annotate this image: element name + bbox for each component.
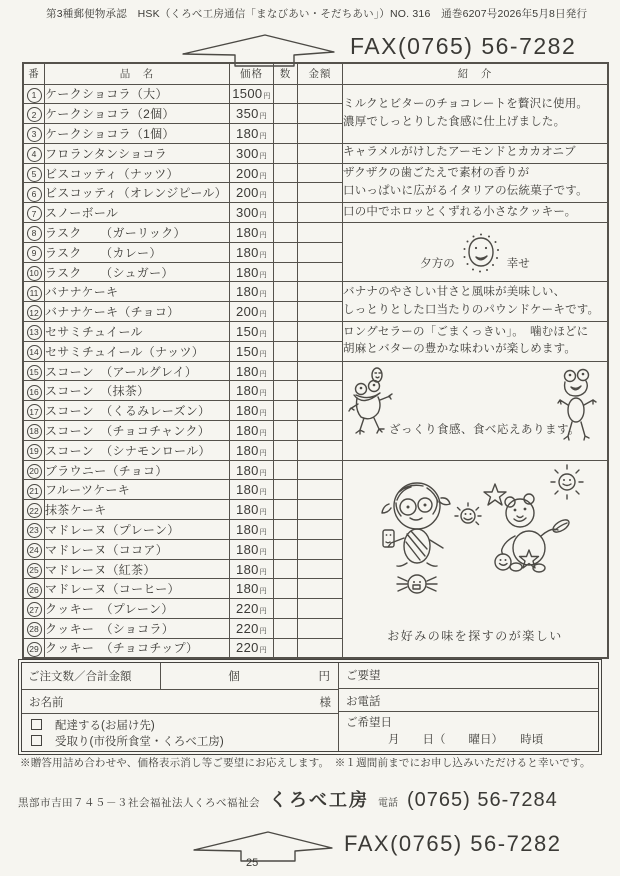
circled-number: 17 — [27, 404, 42, 419]
product-price: 1500円 — [230, 84, 274, 104]
quantity-cell[interactable] — [274, 322, 298, 342]
row-number — [23, 401, 45, 421]
product-name: スコーン （くるみレーズン） — [45, 401, 230, 421]
quantity-cell[interactable] — [274, 460, 298, 480]
quantity-cell[interactable] — [274, 183, 298, 203]
description-cell — [343, 460, 609, 658]
yen-unit: 円 — [259, 548, 267, 556]
row-number — [23, 183, 45, 203]
circled-number: 1 — [27, 88, 42, 103]
product-price: 180円 — [230, 460, 274, 480]
product-price: 180円 — [230, 282, 274, 302]
quantity-cell[interactable] — [274, 480, 298, 500]
description-line: ミルクとビターのチョコレートを贅沢に使用。 — [343, 97, 589, 110]
smiley-doodle — [455, 503, 481, 525]
circled-number: 3 — [27, 127, 42, 142]
col-header-intro: 紹 介 — [343, 63, 609, 84]
circled-number: 15 — [27, 365, 42, 380]
circled-number: 2 — [27, 107, 42, 122]
yen-unit: 円 — [259, 449, 267, 457]
quantity-cell[interactable] — [274, 124, 298, 144]
yen-unit: 円 — [259, 172, 267, 180]
product-price: 180円 — [230, 401, 274, 421]
product-name: ラスク （ガーリック） — [45, 223, 230, 243]
yen-unit: 円 — [259, 132, 267, 140]
date-label: ご希望日 — [346, 717, 392, 729]
description-line: 口の中でホロッとくずれる小さなクッキー。 — [343, 205, 577, 218]
honorific-label: 様 — [319, 696, 331, 709]
yen-unit: 円 — [259, 152, 267, 160]
rusk-description-cell — [343, 225, 607, 280]
checkbox-delivery[interactable] — [31, 719, 42, 730]
quantity-cell[interactable] — [274, 599, 298, 619]
circled-number: 5 — [27, 167, 42, 182]
description-cell — [343, 143, 609, 163]
product-price: 350円 — [230, 104, 274, 124]
amount-cell[interactable] — [298, 242, 343, 262]
product-name: スノーボール — [45, 203, 230, 223]
address: 黒部市吉田７４５－３社会福祉法人くろべ福祉会 — [18, 797, 260, 809]
col-header-amount: 金額 — [298, 63, 343, 84]
yen-unit: 円 — [259, 568, 267, 576]
amount-cell[interactable] — [298, 104, 343, 124]
product-price: 180円 — [230, 480, 274, 500]
yen-unit: 円 — [259, 588, 267, 596]
amount-cell[interactable] — [298, 124, 343, 144]
col-header-number: 番 — [23, 63, 45, 84]
product-name: マドレーヌ（コーヒー） — [45, 579, 230, 599]
date-field[interactable] — [339, 712, 598, 751]
amount-cell[interactable] — [298, 381, 343, 401]
description-line: しっとりとした口当たりのパウンドケーキです。 — [343, 303, 600, 316]
circled-number: 20 — [27, 464, 42, 479]
yen-unit: 円 — [259, 113, 267, 121]
quantity-cell[interactable] — [274, 203, 298, 223]
sun-face-doodle — [457, 233, 505, 277]
fax-number-bottom: FAX(0765) 56-7282 — [344, 831, 562, 856]
phone-label: 電話 — [378, 798, 398, 809]
description-line: バナナのやさしい甘さと風味が美味しい、 — [343, 285, 566, 298]
circled-number: 13 — [27, 325, 42, 340]
quantity-cell[interactable] — [274, 282, 298, 302]
pickup-option[interactable] — [22, 733, 338, 748]
circled-number: 7 — [27, 206, 42, 221]
yen-unit: 円 — [259, 489, 267, 497]
quantity-cell[interactable] — [274, 361, 298, 381]
sun-doodle-small — [551, 465, 583, 499]
description-cell — [343, 163, 609, 203]
circled-number: 8 — [27, 226, 42, 241]
description-line: 胡麻とバターの豊かな味わいが楽しめます。 — [343, 343, 577, 356]
row-number — [23, 223, 45, 243]
product-price: 180円 — [230, 579, 274, 599]
yen-unit: 円 — [259, 192, 267, 200]
yen-unit: 円 — [259, 330, 267, 338]
amount-cell[interactable] — [298, 84, 343, 104]
amount-cell[interactable] — [298, 223, 343, 243]
sun-caption-left: 夕方の — [420, 257, 455, 270]
product-name: ラスク （シュガー） — [45, 262, 230, 282]
product-price: 180円 — [230, 223, 274, 243]
product-price: 180円 — [230, 500, 274, 520]
footer-contact — [18, 786, 602, 812]
col-header-qty: 数 — [274, 63, 298, 84]
yen-unit: 円 — [259, 390, 267, 398]
amount-cell[interactable] — [298, 520, 343, 540]
product-name: フロランタンショコラ — [45, 143, 230, 163]
yen-unit: 円 — [259, 647, 267, 655]
product-name: セサミチュイール — [45, 322, 230, 342]
yen-unit: 円 — [259, 509, 267, 517]
delivery-option-label: 配達する(お届け先) — [55, 719, 155, 732]
description-cell — [343, 84, 609, 143]
row-number — [23, 203, 45, 223]
quantity-cell[interactable] — [274, 421, 298, 441]
yen-unit: 円 — [259, 251, 267, 259]
row-number — [23, 520, 45, 540]
circled-number: 29 — [27, 642, 42, 657]
product-price: 200円 — [230, 302, 274, 322]
quantity-cell[interactable] — [274, 223, 298, 243]
row-number — [23, 163, 45, 183]
product-name: マドレーヌ（ココア） — [45, 539, 230, 559]
product-price: 180円 — [230, 520, 274, 540]
description-cell — [343, 361, 609, 460]
order-count-field[interactable] — [161, 663, 338, 689]
order-form — [18, 659, 602, 755]
product-price: 180円 — [230, 262, 274, 282]
amount-cell[interactable] — [298, 361, 343, 381]
yen-unit: 円 — [259, 350, 267, 358]
row-number — [23, 143, 45, 163]
yen-unit: 円 — [259, 627, 267, 635]
yen-unit: 円 — [259, 291, 267, 299]
product-name: クッキー （プレーン） — [45, 599, 230, 619]
description-line: ロングセラーの「ごまくっきい」。 噛むほどに — [343, 325, 589, 338]
amount-cell[interactable] — [298, 143, 343, 163]
yen-unit: 円 — [259, 528, 267, 536]
row-number — [23, 559, 45, 579]
product-price: 180円 — [230, 361, 274, 381]
amount-cell[interactable] — [298, 262, 343, 282]
table-row — [23, 143, 608, 163]
product-price: 220円 — [230, 599, 274, 619]
phone-number: (0765) 56-7284 — [407, 789, 558, 811]
product-name: スコーン （抹茶） — [45, 381, 230, 401]
request-field[interactable]: ご要望 — [339, 663, 598, 689]
product-price: 180円 — [230, 421, 274, 441]
product-name: スコーン （アールグレイ） — [45, 361, 230, 381]
yen-unit: 円 — [259, 212, 267, 220]
row-number — [23, 638, 45, 658]
row-number — [23, 619, 45, 639]
product-name: スコーン （シナモンロール） — [45, 440, 230, 460]
yen-unit: 円 — [259, 271, 267, 279]
description-cell — [343, 322, 609, 362]
table-header-row — [23, 63, 608, 84]
description-cell — [343, 203, 609, 223]
party-doodle — [355, 464, 591, 624]
amount-cell[interactable] — [298, 421, 343, 441]
phone-field[interactable]: お電話 — [339, 689, 598, 712]
quantity-cell[interactable] — [274, 440, 298, 460]
quantity-cell[interactable] — [274, 520, 298, 540]
product-price: 180円 — [230, 440, 274, 460]
product-name: クッキー （ショコラ） — [45, 619, 230, 639]
yen-unit: 円 — [259, 311, 267, 319]
quantity-cell[interactable] — [274, 84, 298, 104]
circled-number: 23 — [27, 523, 42, 538]
product-name: バナナケーキ — [45, 282, 230, 302]
product-name: マドレーヌ（プレーン） — [45, 520, 230, 540]
amount-cell[interactable] — [298, 163, 343, 183]
yen-unit: 円 — [259, 608, 267, 616]
page-number: 25 — [246, 857, 259, 869]
amount-cell[interactable] — [298, 203, 343, 223]
circled-number: 28 — [27, 622, 42, 637]
product-price: 180円 — [230, 559, 274, 579]
quantity-cell[interactable] — [274, 500, 298, 520]
scone-description-cell — [343, 363, 607, 458]
amount-cell[interactable] — [298, 500, 343, 520]
product-table — [22, 62, 609, 659]
assorted-description-cell — [343, 462, 607, 656]
quantity-cell[interactable] — [274, 638, 298, 658]
row-number — [23, 599, 45, 619]
description-line: ザクザクの歯ごたえで素材の香りが — [343, 167, 530, 180]
row-number — [23, 242, 45, 262]
product-price: 300円 — [230, 203, 274, 223]
date-blank-line: 月 日（ 曜日） 時頃 — [388, 734, 544, 746]
checkbox-pickup[interactable] — [31, 735, 42, 746]
quantity-cell[interactable] — [274, 262, 298, 282]
yen-unit: 円 — [259, 469, 267, 477]
table-row — [23, 223, 608, 243]
row-number — [23, 500, 45, 520]
yen-unit: 円 — [259, 231, 267, 239]
circled-number: 16 — [27, 385, 42, 400]
product-price: 220円 — [230, 619, 274, 639]
row-number — [23, 440, 45, 460]
product-price: 180円 — [230, 124, 274, 144]
yen-unit: 円 — [263, 93, 271, 101]
unit-count-label: 個 — [228, 671, 240, 683]
product-price: 150円 — [230, 322, 274, 342]
amount-cell[interactable] — [298, 579, 343, 599]
amount-cell[interactable] — [298, 480, 343, 500]
quantity-cell[interactable] — [274, 381, 298, 401]
row-number — [23, 322, 45, 342]
product-name: マドレーヌ（紅茶） — [45, 559, 230, 579]
delivery-option[interactable] — [22, 717, 338, 732]
amount-cell[interactable] — [298, 282, 343, 302]
circled-number: 27 — [27, 602, 42, 617]
amount-cell[interactable] — [298, 322, 343, 342]
circled-number: 21 — [27, 484, 42, 499]
table-row — [23, 84, 608, 104]
form-note: ※贈答用詰め合わせや、価格表示消し等ご要望にお応えします。 ※１週間前までにお申し込みいただけると幸いです。 — [20, 757, 591, 769]
circled-number: 6 — [27, 187, 42, 202]
row-number — [23, 262, 45, 282]
row-number — [23, 341, 45, 361]
circled-number: 19 — [27, 444, 42, 459]
amount-cell[interactable] — [298, 539, 343, 559]
description-cell — [343, 282, 609, 322]
circled-number: 24 — [27, 543, 42, 558]
quantity-cell[interactable] — [274, 341, 298, 361]
table-row — [23, 163, 608, 183]
row-number — [23, 302, 45, 322]
product-name: スコーン （チョコチャンク） — [45, 421, 230, 441]
table-row — [23, 282, 608, 302]
quantity-cell[interactable] — [274, 242, 298, 262]
quantity-cell[interactable] — [274, 539, 298, 559]
assorted-caption: お好みの味を探すのが楽しい — [387, 628, 563, 643]
product-name: フルーツケーキ — [45, 480, 230, 500]
row-number — [23, 460, 45, 480]
description-line: 濃厚でしっとりした食感に仕上げました。 — [343, 115, 566, 128]
quantity-cell[interactable] — [274, 163, 298, 183]
unit-yen-label: 円 — [318, 671, 330, 683]
quantity-cell[interactable] — [274, 401, 298, 421]
circled-number: 4 — [27, 147, 42, 162]
yen-unit: 円 — [259, 410, 267, 418]
name-label: お名前 — [29, 696, 64, 709]
circled-number: 12 — [27, 305, 42, 320]
amount-cell[interactable] — [298, 619, 343, 639]
row-number — [23, 480, 45, 500]
amount-cell[interactable] — [298, 599, 343, 619]
amount-cell[interactable] — [298, 440, 343, 460]
product-name: ラスク （カレー） — [45, 242, 230, 262]
product-name: クッキー （チョコチップ） — [45, 638, 230, 658]
row-number — [23, 421, 45, 441]
circled-number: 9 — [27, 246, 42, 261]
amount-cell[interactable] — [298, 638, 343, 658]
table-row — [23, 203, 608, 223]
amount-cell[interactable] — [298, 183, 343, 203]
col-header-price: 価格 — [230, 63, 274, 84]
circled-number: 25 — [27, 563, 42, 578]
circled-number: 10 — [27, 266, 42, 281]
yen-unit: 円 — [259, 429, 267, 437]
fax-number-top: FAX(0765) 56-7282 — [350, 33, 577, 59]
amount-cell[interactable] — [298, 341, 343, 361]
quantity-cell[interactable] — [274, 302, 298, 322]
circled-number: 14 — [27, 345, 42, 360]
name-field[interactable] — [22, 690, 338, 714]
amount-cell[interactable] — [298, 401, 343, 421]
product-name: ケークショコラ（2個） — [45, 104, 230, 124]
product-price: 150円 — [230, 341, 274, 361]
table-row — [23, 322, 608, 342]
up-arrow-icon — [192, 828, 334, 862]
product-price: 200円 — [230, 183, 274, 203]
quantity-cell[interactable] — [274, 619, 298, 639]
description-line: 口いっぱいに広がるイタリアの伝統菓子です。 — [343, 184, 588, 197]
row-number — [23, 381, 45, 401]
product-price: 180円 — [230, 242, 274, 262]
col-header-name: 品 名 — [45, 63, 230, 84]
quantity-cell[interactable] — [274, 104, 298, 124]
product-name: ケークショコラ（1個） — [45, 124, 230, 144]
quantity-cell[interactable] — [274, 143, 298, 163]
circled-number: 22 — [27, 503, 42, 518]
circled-number: 18 — [27, 424, 42, 439]
table-row — [23, 361, 608, 381]
amount-cell[interactable] — [298, 559, 343, 579]
product-name: ビスコッティ（ナッツ） — [45, 163, 230, 183]
circled-number: 11 — [27, 286, 42, 301]
row-number — [23, 539, 45, 559]
circled-number: 26 — [27, 583, 42, 598]
row-number — [23, 124, 45, 144]
amount-cell[interactable] — [298, 460, 343, 480]
product-name: ブラウニー（チョコ） — [45, 460, 230, 480]
row-number — [23, 84, 45, 104]
product-name: バナナケーキ（チョコ） — [45, 302, 230, 322]
product-price: 300円 — [230, 143, 274, 163]
product-price: 200円 — [230, 163, 274, 183]
product-price: 180円 — [230, 381, 274, 401]
pickup-option-label: 受取り(市役所食堂・くろべ工房) — [55, 735, 224, 748]
sun-caption-right: 幸せ — [506, 257, 530, 270]
row-number — [23, 579, 45, 599]
product-name: ビスコッティ（オレンジピール） — [45, 183, 230, 203]
shop-name: くろべ工房 — [269, 790, 369, 810]
table-row — [23, 460, 608, 480]
product-name: 抹茶ケーキ — [45, 500, 230, 520]
yen-unit: 円 — [259, 370, 267, 378]
row-number — [23, 361, 45, 381]
description-line: キャラメルがけしたアーモンドとカカオニブ — [343, 146, 576, 159]
product-price: 220円 — [230, 638, 274, 658]
product-name: セサミチュイール（ナッツ） — [45, 341, 230, 361]
approval-line: 第3種郵便物承認 HSK（くろべ工房通信「まなびあい・そだちあい」）NO. 316 通巻6207号2026年5月8日発行 — [46, 8, 588, 20]
quantity-cell[interactable] — [274, 579, 298, 599]
amount-cell[interactable] — [298, 302, 343, 322]
description-cell — [343, 223, 609, 282]
product-price: 180円 — [230, 539, 274, 559]
row-number — [23, 282, 45, 302]
scone-caption: ざっくり食感、食べ応えあります。 — [389, 424, 581, 437]
quantity-cell[interactable] — [274, 559, 298, 579]
row-number — [23, 104, 45, 124]
product-name: ケークショコラ（大） — [45, 84, 230, 104]
order-total-label: ご注文数／合計金額 — [22, 663, 161, 689]
